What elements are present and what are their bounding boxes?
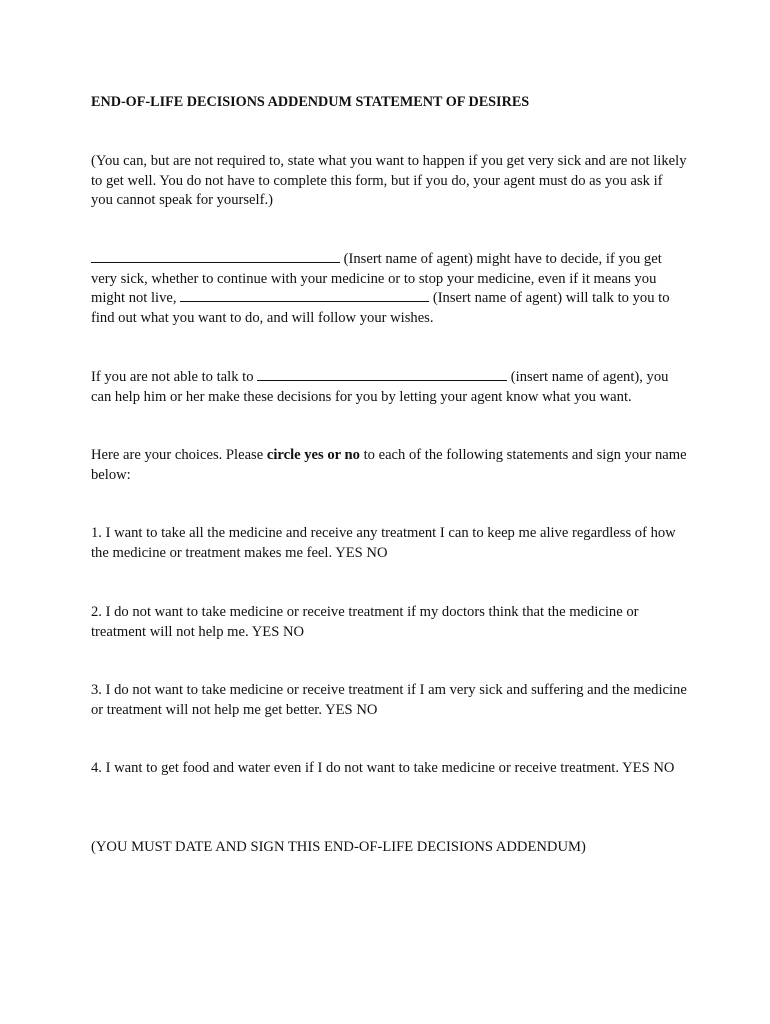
document-title: END-OF-LIFE DECISIONS ADDENDUM STATEMENT OF DESIRES [91, 94, 530, 110]
unable-paragraph-text-1: If you are not able to talk to [91, 369, 258, 385]
statement-4: 4. I want to get food and water even if I do not want to take medicine or receive treatment. YES NO [91, 760, 675, 776]
statement-2: 2. I do not want to take medicine or receive treatment if my doctors think that the medicine or treatment will not help me. YES NO [91, 604, 639, 640]
statement-3: 3. I do not want to take medicine or receive treatment if I am very sick and suffering and the medicine or treatment will not help me get better. YES NO [91, 682, 687, 718]
agent-paragraph [91, 250, 687, 328]
agent-paragraph-text-1: (Insert name of agent) might have to decide, if you get very sick, whether to continue with your medicine or to stop your medicine, even if it means you might not live, [91, 251, 662, 306]
unable-paragraph-text-2: (insert name of agent), you can help him or her make these decisions for you by letting your agent know what you want. [91, 369, 669, 405]
agent-name-blank-2[interactable] [180, 289, 429, 302]
footer-instruction: (YOU MUST DATE AND SIGN THIS END-OF-LIFE DECISIONS ADDENDUM) [91, 839, 586, 855]
agent-name-blank-3[interactable] [257, 368, 507, 381]
choices-text-1: Here are your choices. Please [91, 447, 267, 463]
choices-emphasis: circle yes or no [266, 447, 360, 463]
intro-paragraph: (You can, but are not required to, state what you want to happen if you get very sick and are not likely to get well. You do not have to complete this form, but if you do, your agent must do as you ask if you cannot speak for yourself.) [91, 153, 687, 208]
choices-text-2: to each of the following statements and sign your name below: [91, 447, 687, 483]
statement-1: 1. I want to take all the medicine and receive any treatment I can to keep me alive regardless of how the medicine or treatment makes me feel. YES NO [91, 525, 676, 561]
choices-paragraph [91, 446, 687, 485]
agent-paragraph-text-2: (Insert name of agent) will talk to you to find out what you want to do, and will follow your wishes. [91, 290, 670, 326]
unable-paragraph [91, 368, 687, 407]
agent-name-blank[interactable] [91, 250, 340, 263]
